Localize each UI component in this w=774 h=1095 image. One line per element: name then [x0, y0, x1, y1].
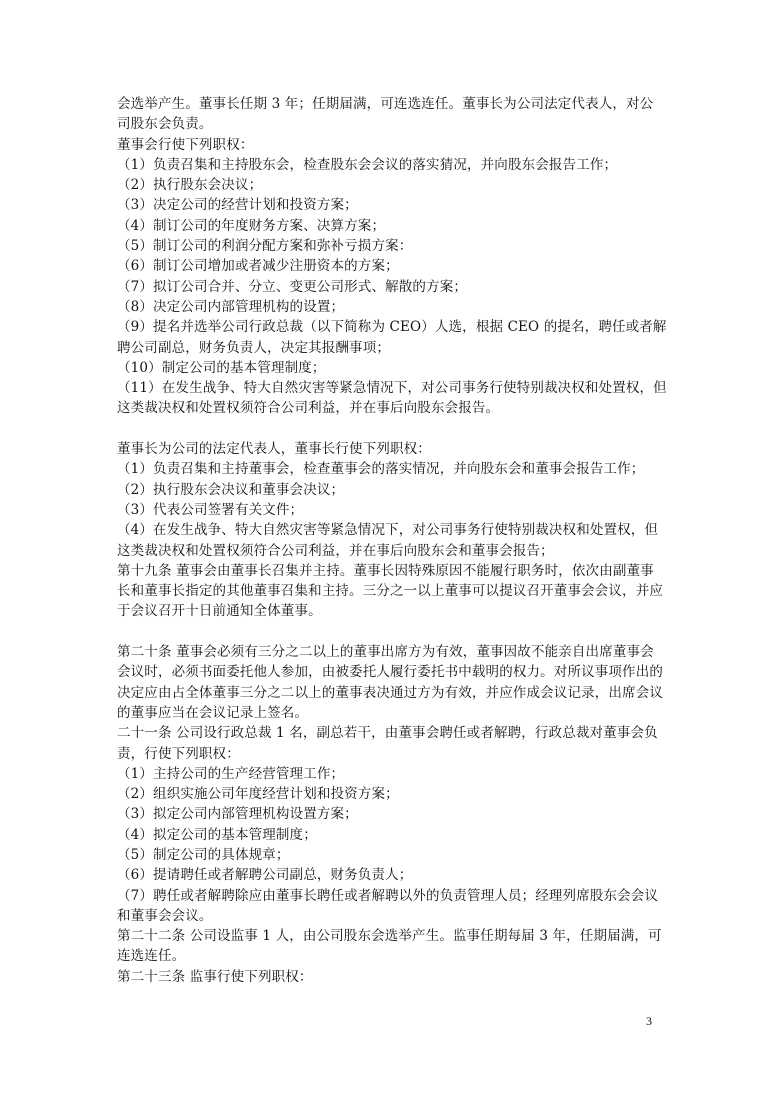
blank-line: [117, 419, 662, 439]
text-line: （2）执行股东会决议和董事会决议；: [117, 481, 345, 498]
body-text: [117, 94, 667, 987]
text-line: （3）拟定公司内部管理机构设置方案；: [117, 806, 358, 823]
text-line: 决定应由占全体董事三分之二以上的董事表决通过方为有效，并应作成会议记录，出席会议: [117, 684, 663, 701]
text-line: 董事会行使下列职权：: [117, 136, 254, 153]
blank-line: [117, 622, 662, 642]
text-line: 董事长为公司的法定代表人，董事长行使下列职权：: [117, 441, 431, 458]
text-line: 第二十二条 公司设监事 1 人，由公司股东会选举产生。监事任期每届 3 年，任期届满，可: [117, 928, 662, 945]
text-line: （10）制定公司的基本管理制度；: [117, 359, 326, 376]
text-line: （1）负责召集和主持董事会，检查董事会的落实情况，并向股东会和董事会报告工作；: [117, 461, 645, 478]
text-line: （2）组织实施公司年度经营计划和投资方案；: [117, 786, 399, 803]
text-line: 和董事会会议。: [117, 907, 213, 924]
text-line: （1）负责召集和主持股东会，检查股东会会议的落实猜况，并向股东会报告工作；: [117, 156, 618, 173]
text-line: （2）执行股东会决议；: [117, 177, 263, 194]
text-line: （7）拟订公司合并、分立、变更公司形式、解散的方案；: [117, 278, 467, 295]
text-line: （8）决定公司内部管理机构的设置；: [117, 298, 345, 315]
text-line: 长和董事长指定的其他董事召集和主持。三分之一以上董事可以提议召开董事会会议，并应: [117, 583, 663, 600]
text-line: （3）决定公司的经营计划和投资方案；: [117, 197, 358, 214]
text-line: （5）制定公司的具体规章；: [117, 846, 290, 863]
text-line: （3）代表公司签署有关文件；: [117, 501, 304, 518]
text-line: 于会议召开十日前通知全体董事。: [117, 603, 322, 620]
text-line: （9）提名并选举公司行政总裁（以下简称为 CEO）人选，根据 CEO 的提名，聘任或者解: [117, 319, 667, 336]
text-line: 这类裁决权和处置权须符合公司利益，并在事后向股东会报告。: [117, 400, 500, 417]
text-line: （4）拟定公司的基本管理制度；: [117, 826, 317, 843]
text-line: 的董事应当在会议记录上签名。: [117, 704, 309, 721]
text-line: 聘公司副总，财务负责人，决定其报酬事项；: [117, 339, 390, 356]
text-line: 司股东会负责。: [117, 116, 213, 133]
text-line: 会选举产生。董事长任期 3 年；任期届满，可连选连任。董事长为公司法定代表人，对公: [117, 96, 654, 112]
text-line: 第十九条 董事会由董事长召集并主持。董事长因特殊原因不能履行职务时，依次由副董事: [117, 562, 654, 579]
text-line: （4）制订公司的年度财务方案、决算方案；: [117, 217, 386, 234]
text-line: （4）在发生战争、特大自然灾害等紧急情况下，对公司事务行使特别裁决权和处置权，但: [117, 522, 659, 539]
text-line: 第二十条 董事会必须有三分之二以上的董事出席方为有效，董事因故不能亲自出席董事会: [117, 644, 654, 661]
text-line: （6）制订公司增加或者减少注册资本的方案；: [117, 258, 399, 275]
text-line: 第二十三条 监事行使下列职权：: [117, 968, 313, 985]
text-line: （5）制订公司的利润分配方案和弥补亏损方案：: [117, 238, 413, 255]
text-line: 连选连任。: [117, 948, 186, 965]
text-line: （6）提请聘任或者解聘公司副总，财务负责人；: [117, 867, 413, 884]
text-line: 会议时，必须书面委托他人参加，由被委托人履行委托书中载明的权力。对所议事项作出的: [117, 664, 663, 681]
page-number: 3: [646, 1014, 652, 1028]
text-line: （11）在发生战争、特大自然灾害等紧急情况下，对公司事务行使特别裁决权和处置权，但: [117, 380, 667, 397]
text-line: （7）聘任或者解聘除应由董事长聘任或者解聘以外的负责管理人员；经理列席股东会会议: [117, 887, 659, 904]
text-line: 责，行使下列职权：: [117, 745, 240, 762]
text-line: 这类裁决权和处置权须符合公司利益，并在事后向股东会和董事会报告；: [117, 542, 554, 559]
text-line: （1）主持公司的生产经营管理工作；: [117, 765, 345, 782]
text-line: 二十一条 公司设行政总裁 1 名，副总若干，由董事会聘任或者解聘，行政总裁对董事会负: [117, 725, 658, 742]
